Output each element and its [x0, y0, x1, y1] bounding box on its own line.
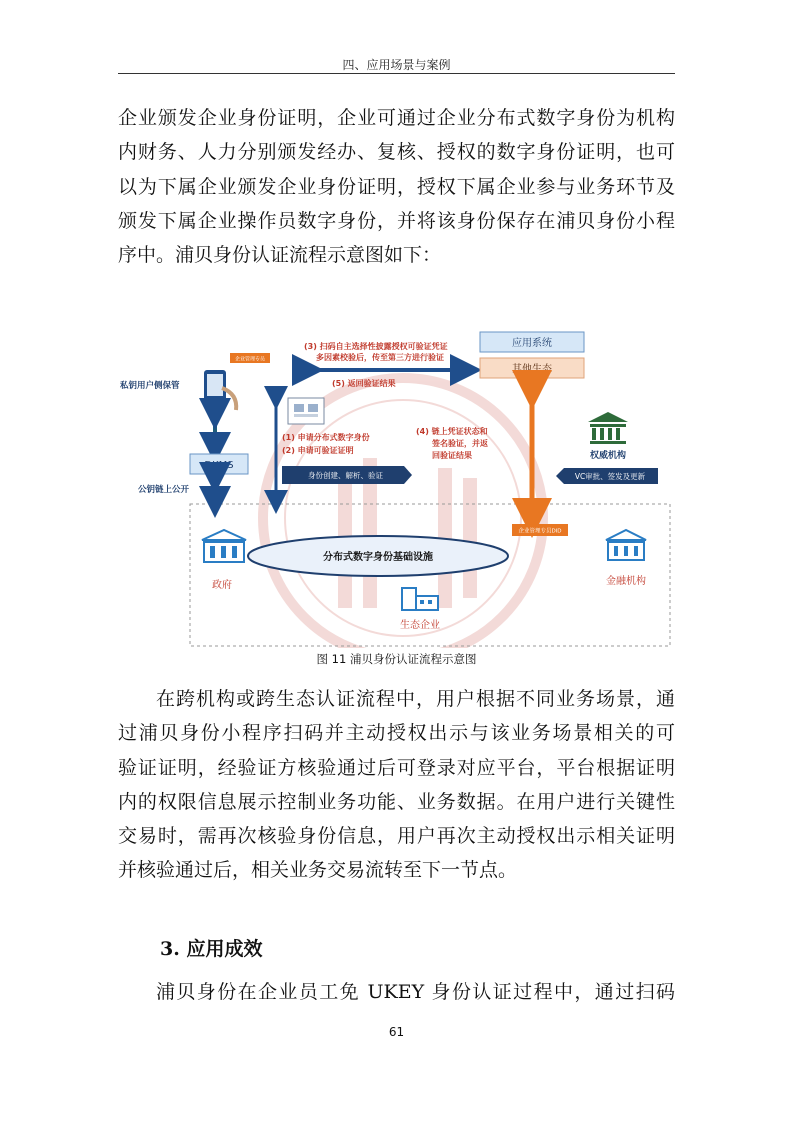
text-line: 企业颁发企业身份证明，企业可通过企业分布式数字身份为机构	[118, 107, 675, 129]
section-heading: 3. 应用成效	[160, 938, 263, 960]
document-icon	[288, 398, 324, 424]
step3-text: (3) 扫码自主选择性披露授权可验证凭证	[304, 342, 448, 351]
vc-banner-text: VC审批、签发及更新	[574, 472, 646, 481]
text-line: 内财务、人力分别颁发经办、复核、授权的数字身份证明，也可	[118, 141, 675, 164]
text-line: 以为下属企业颁发企业身份证明，授权下属企业参与业务环节及	[118, 175, 675, 198]
paragraph-3	[118, 975, 675, 1009]
ecosystem-company-label: 生态企业	[400, 620, 440, 631]
text-line: 验证证明，经验证方核验通过后可登录对应平台，平台根据证明	[118, 756, 675, 779]
page-header: 四、应用场景与案例	[342, 58, 451, 72]
page-number: 61	[388, 1025, 405, 1039]
step2-text: (2) 申请可验证证明	[282, 446, 354, 455]
create-banner-text: 身份创建、解析、验证	[308, 471, 383, 480]
paragraph-2	[118, 682, 675, 888]
company-icon	[402, 588, 438, 610]
text-line: 浦贝身份在企业员工免 UKEY 身份认证过程中，通过扫码	[156, 981, 675, 1003]
paragraph-1	[118, 101, 675, 272]
private-key-label: 私钥用户侧保管	[120, 381, 180, 391]
orange-badge-text: 企业管理专员DID	[518, 528, 562, 535]
government-icon	[202, 530, 246, 562]
finance-label: 金融机构	[606, 576, 646, 587]
figure-authentication-flow	[118, 318, 675, 678]
step5-text: (5) 返回验证结果	[332, 379, 396, 388]
text-line: 过浦贝身份小程序扫码并主动授权出示与该业务场景相关的可	[118, 722, 675, 745]
step4-text: (4) 链上凭证状态和	[416, 427, 488, 436]
other-ecosystem-label: 其他生态	[512, 364, 552, 375]
app-system-label: 应用系统	[512, 338, 552, 349]
text-line: 内的权限信息展示控制业务功能、业务数据。在用户进行关键性	[118, 790, 675, 813]
step4-cont1-text: 签名验证，并返	[432, 439, 488, 448]
step3-cont-text: 多因素校验后，传至第三方进行验证	[316, 353, 444, 362]
infrastructure-label: 分布式数字身份基础设施	[323, 552, 433, 563]
finance-icon	[606, 530, 646, 560]
step4-cont2-text: 回验证结果	[432, 451, 472, 460]
phone-badge-text: 企业管理专员	[234, 356, 266, 363]
header-rule	[118, 73, 675, 74]
phone-icon	[204, 370, 236, 410]
flow-diagram	[118, 318, 675, 648]
figure-caption: 图 11 浦贝身份认证流程示意图	[316, 652, 477, 666]
dkms-label: DKMS	[204, 460, 234, 471]
public-key-label: 公钥链上公开	[138, 485, 190, 495]
government-label: 政府	[212, 580, 232, 591]
bank-icon	[588, 412, 628, 444]
text-line: 并核验通过后，相关业务交易流转至下一节点。	[118, 859, 518, 882]
authority-label: 权威机构	[589, 451, 627, 461]
step1-text: (1) 申请分布式数字身份	[282, 433, 370, 442]
text-line: 序中。浦贝身份认证流程示意图如下：	[118, 244, 442, 267]
text-line: 颁发下属企业操作员数字身份，并将该身份保存在浦贝身份小程	[118, 209, 675, 232]
text-line: 在跨机构或跨生态认证流程中，用户根据不同业务场景，通	[156, 688, 675, 710]
text-line: 交易时，需再次核验身份信息，用户再次主动授权出示相关证明	[118, 825, 675, 848]
